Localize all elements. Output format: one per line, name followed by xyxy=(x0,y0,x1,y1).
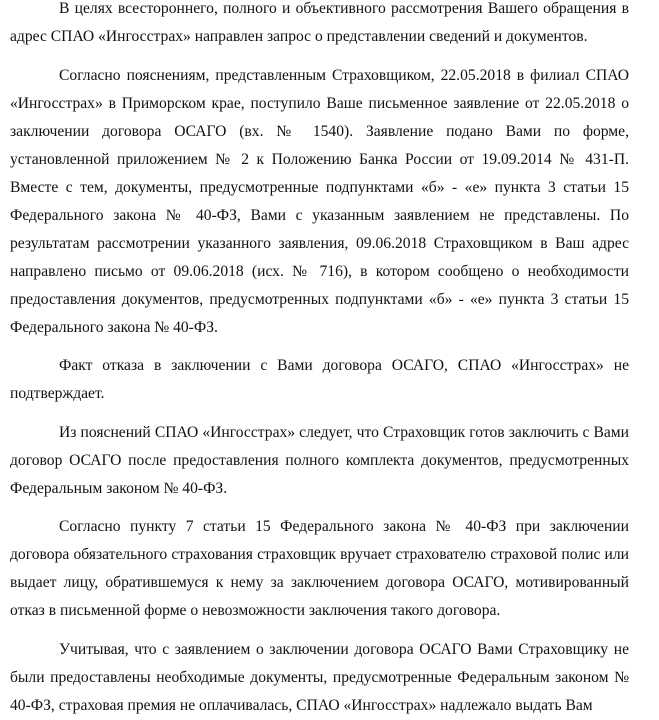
paragraph-conclusion: Учитывая, что с заявлением о заключении договора ОСАГО Вами Страховщику не были предоставлены необходимые документы, предусмотренные Федеральным законом № 40-ФЗ, страховая премия не оплачивалась, СПАО «Ингосстрах» надлежало выдать Вам xyxy=(10,640,629,714)
paragraph-legal-basis: Согласно пункту 7 статьи 15 Федерального закона № 40-ФЗ при заключении договора обязательного страхования страховщик вручает страхователю страховой полис или выдает лицу, обратившемуся к нему за заключением договора ОСАГО, мотивированный отказ в письменной форме о невозможности заключения такого договора. xyxy=(10,518,629,619)
paragraph-insurer-readiness: Из пояснений СПАО «Ингосстрах» следует, что Страховщик готов заключить с Вами договор ОСАГО после предоставления полного комплекта документов, предусмотренных Федеральным законом № 40-ФЗ. xyxy=(10,423,629,497)
paragraph-inquiry: В целях всестороннего, полного и объективного рассмотрения Вашего обращения в адрес СПАО «Ингосстрах» направлен запрос о представлении сведений и документов. xyxy=(10,0,629,45)
paragraph-refusal-fact: Факт отказа в заключении с Вами договора ОСАГО, СПАО «Ингосстрах» не подтверждает. xyxy=(10,357,629,402)
paragraph-insurer-explanation: Согласно пояснениям, представленным Страховщиком, 22.05.2018 в филиал СПАО «Ингосстрах» в Приморском крае, поступило Ваше письменное заявление от 22.05.2018 о заключении договора ОСАГО (вх. № 1540). Заявление подано Вами по форме, установленной приложением № 2 к Положению Банка России от 19.09.2014 № 431-П. Вместе с тем, документы, предусмотренные подпунктами «б» - «е» пункта 3 статьи 15 Федерального закона № 40-ФЗ, Вами с указанным заявлением не представлены. По результатам рассмотрении указанного заявления, 09.06.2018 Страховщиком в Ваш адрес направлено письмо от 09.06.2018 (исх. № 716), в котором сообщено о необходимости предоставления документов, предусмотренных подпунктами «б» - «е» пункта 3 статьи 15 Федерального закона № 40-ФЗ. xyxy=(10,66,629,336)
document-page xyxy=(10,0,629,720)
